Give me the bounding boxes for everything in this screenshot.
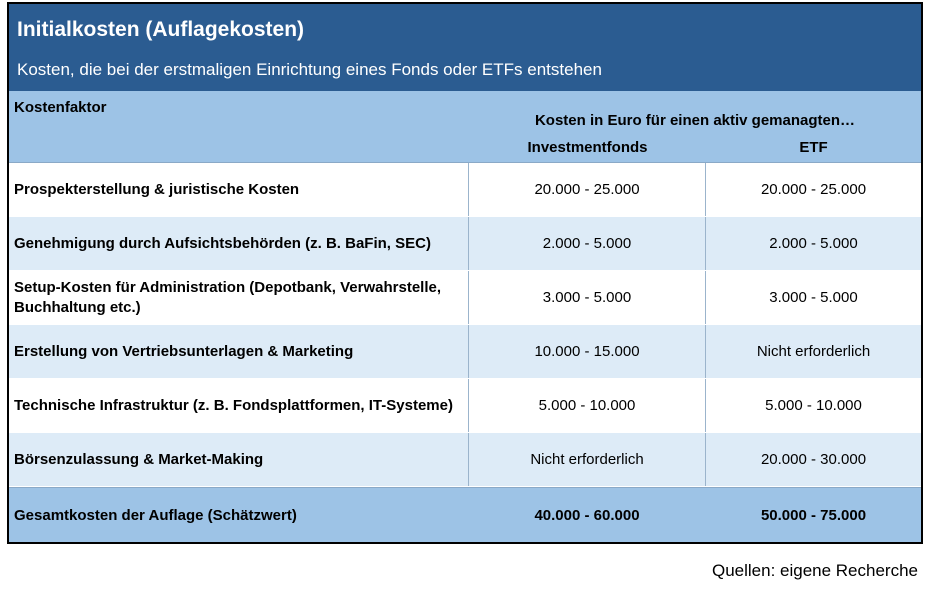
table-row [9,271,921,325]
row-etf-value: 5.000 - 10.000 [765,397,862,414]
header-cost-group [469,91,921,162]
table-row [9,163,921,217]
row-etf-value: Nicht erforderlich [756,343,871,360]
row-investmentfonds-value: 5.000 - 10.000 [469,379,706,432]
row-factor: Erstellung von Vertriebsunterlagen & Marketing [9,325,469,378]
table-row [9,433,921,487]
table-subtitle: Kosten, die bei der erstmaligen Einrichtung eines Fonds oder ETFs entstehen [9,55,921,91]
total-investmentfonds-value: 40.000 - 60.000 [469,488,706,543]
row-factor: Genehmigung durch Aufsichtsbehörden (z. B. BaFin, SEC) [9,217,469,270]
total-row [9,487,921,543]
table-row [9,379,921,433]
row-investmentfonds-value: Nicht erforderlich [469,433,706,486]
header-kostenfaktor: Kostenfaktor [14,99,107,116]
header-etf: ETF [799,139,828,156]
total-factor: Gesamtkosten der Auflage (Schätzwert) [9,488,469,543]
cost-table [7,2,923,544]
row-factor: Setup-Kosten für Administration (Depotbank, Verwahrstelle, Buchhaltung etc.) [9,271,469,324]
table-row [9,325,921,379]
table-header [9,91,921,163]
row-etf-value: 3.000 - 5.000 [769,289,858,306]
table-title: Initialkosten (Auflagekosten) [9,4,921,55]
row-investmentfonds-value: 10.000 - 15.000 [469,325,706,378]
row-etf-value: 2.000 - 5.000 [769,235,858,252]
row-etf-value: 20.000 - 25.000 [760,181,867,198]
header-investmentfonds: Investmentfonds [527,139,648,156]
row-factor: Börsenzulassung & Market-Making [9,433,469,486]
row-factor: Technische Infrastruktur (z. B. Fondsplattformen, IT-Systeme) [9,379,469,432]
row-etf-value: 20.000 - 30.000 [760,451,867,468]
row-factor: Prospekterstellung & juristische Kosten [9,163,469,216]
row-investmentfonds-value: 3.000 - 5.000 [469,271,706,324]
total-etf-value: 50.000 - 75.000 [760,507,867,524]
row-investmentfonds-value: 20.000 - 25.000 [469,163,706,216]
row-investmentfonds-value: 2.000 - 5.000 [469,217,706,270]
table-row [9,217,921,271]
source-note: Quellen: eigene Recherche [711,561,918,580]
header-cost-group-label: Kosten in Euro für einen aktiv gemanagten… [534,112,856,129]
